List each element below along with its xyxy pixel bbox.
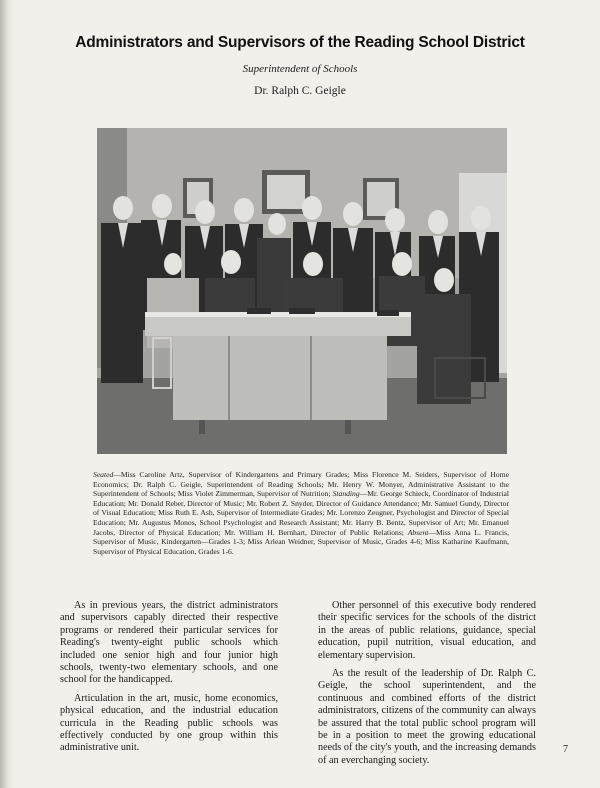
superintendent-name: Dr. Ralph C. Geigle	[254, 85, 346, 97]
caption-absent-label: Absent	[407, 527, 429, 537]
body-paragraph: As the result of the leadership of Dr. Ralph C. Geigle, the school superintendent, and the continuous and combined efforts of the district administrators, citizens of the community can always be assured that the total public school program will be in a position to meet the growing educational needs of the city's youth, and the increasing demands of an everchanging society.	[318, 668, 536, 766]
body-column-left	[60, 600, 278, 761]
caption-standing-text: —Mr. George Schieck, Coordinator of Industrial Education; Mr. Donald Reber, Director of Music; Mr. Robert Z. Snyder, Director of Guidance Attendance; Mr. Samuel Gundy, Director of Visual Education; Miss Ruth E. Ash, Supervisor of Intermediate Grades; Mr. Lorenzo Zeugner, Psychologist and Director of Special Education; Mr. Augustus Monos, School Psychologist and Research Assistant; Mr. Harry B. Bentz, Supervisor of Art; Mr. Emanuel Jacobs, Director of Physical Education; Mr. William H. Bernhart, Director of Public Relations;	[93, 489, 510, 537]
body-column-right	[318, 600, 536, 773]
group-photo	[97, 128, 507, 454]
caption-standing-label: Standing	[332, 489, 360, 499]
body-paragraph: Articulation in the art, music, home economics, physical education, and the industrial education curricula in the Reading public schools was effectively conducted by one group within this administrative unit.	[60, 692, 278, 754]
caption-seated-label: Seated	[93, 470, 114, 479]
body-paragraph: As in previous years, the district administrators and supervisors capably directed their respective programs or rendered their particular services for Reading's twenty-eight public schools which included one senior high and four junior high schools, twenty-two elementary schools, and one school for the handicapped.	[60, 600, 278, 686]
caption-seated-text: —Miss Caroline Artz, Supervisor of Kindergartens and Primary Grades; Miss Florence M. Seiders, Supervisor of Home Economics; Dr. Ralph C. Geigle, Superintendent of Reading Schools; Mr. Henry W. Monyer, Administrative Assistant to the Superintendent of Schools; Miss Violet Zimmerman, Supervisor of Nutrition;	[93, 470, 509, 499]
page-edge	[0, 0, 14, 788]
page-subtitle: Superintendent of Schools	[242, 63, 358, 75]
page-title: Administrators and Supervisors of the Reading School District	[75, 34, 525, 51]
caption-absent-text: —Miss Anna L. Francis, Supervisor of Music, Kindergarten—Grades 1-3; Miss Arlean Weidner, Supervisor of Music, Grades 4-6; Miss Katharine Kaufmann, Supervisor of Physical Education, Grades 1-6.	[93, 527, 509, 556]
photo-caption	[93, 470, 509, 556]
page-number: 7	[563, 744, 568, 755]
body-paragraph: Other personnel of this executive body rendered their specific services for the schools of the district in the areas of public relations, guidance, special education, pupil nutrition, visual education, and elementary supervision.	[318, 600, 536, 661]
